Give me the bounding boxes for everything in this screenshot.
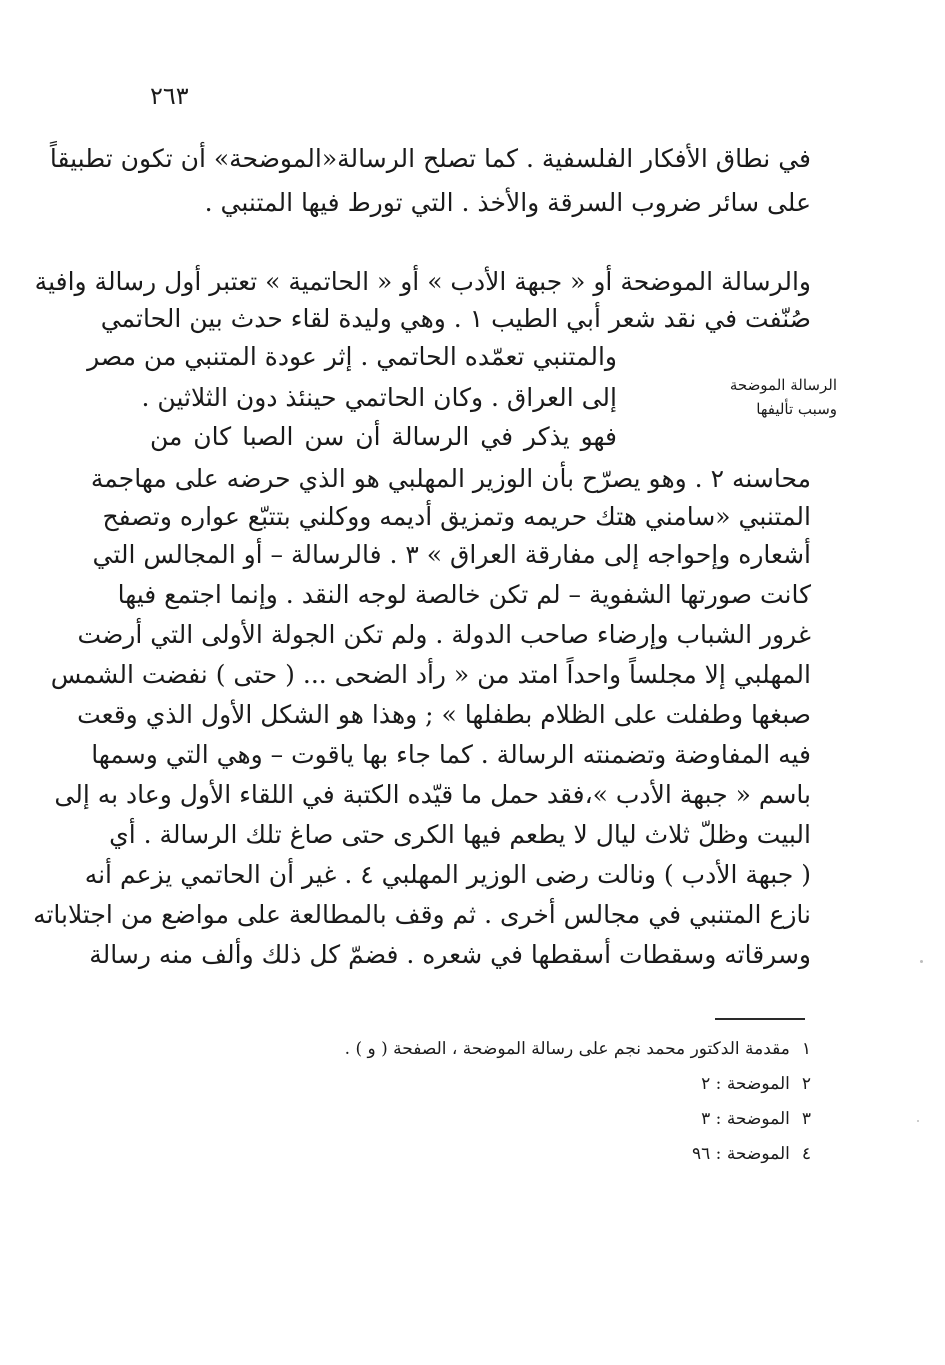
text-line: كانت صورتها الشفوية – لم تكن خالصة لوجه النقد . وإنما اجتمع فيها xyxy=(117,580,811,609)
text-line: غرور الشباب وإرضاء صاحب الدولة . ولم تكن الجولة الأولى التي أرضت xyxy=(77,620,811,649)
scan-speck xyxy=(920,960,923,963)
footnote-text: الموضحة : ٢ xyxy=(701,1074,790,1094)
footnote-text: الموضحة : ٣ xyxy=(701,1109,790,1129)
text-line: المتنبي «سامني هتك حريمه وتمزيق أديمه ووكلني بتتبّع عواره وتصفح xyxy=(102,502,811,531)
footnote xyxy=(701,1106,811,1132)
text-line: في نطاق الأفكار الفلسفية . كما تصلح الرسالة«الموضحة» أن تكون تطبيقاً xyxy=(49,144,811,173)
footnote-number: ٢ xyxy=(801,1074,811,1094)
text-line: صُنّفت في نقد شعر أبي الطيب ١ . وهي وليدة لقاء حدث بين الحاتمي xyxy=(100,304,811,333)
scan-speck xyxy=(917,1120,919,1122)
text-line: البيت وظلّ ثلاث ليال لا يطعم فيها الكرى حتى صاغ تلك الرسالة . أي xyxy=(109,820,811,849)
page-number: ٢٦٣ xyxy=(150,82,189,110)
footnote xyxy=(345,1036,811,1062)
footnote xyxy=(701,1071,811,1097)
text-line-indented: فهو يذكر في الرسالة أن سن الصبا كان من xyxy=(150,422,617,451)
text-line: ( جبهة الأدب ) ونالت رضى الوزير المهلبي ٤ . غير أن الحاتمي يزعم أنه xyxy=(84,860,811,889)
text-line: نازع المتنبي في مجالس أخرى . ثم وقف بالمطالعة على مواضع من اجتلاباته xyxy=(33,900,811,929)
margin-note xyxy=(707,373,837,421)
footnote-number: ٣ xyxy=(801,1109,811,1129)
text-line: وسرقاته وسقطات أسقطها في شعره . فضمّ كل ذلك وألف منه رسالة xyxy=(89,940,811,969)
footnote xyxy=(692,1141,811,1167)
text-line: المهلبي إلا مجلساً واحداً امتد من « رأد الضحى ... ( حتى ) نفضت الشمس xyxy=(50,660,811,689)
text-line: والرسالة الموضحة أو « جبهة الأدب » أو « الحاتمية » تعتبر أول رسالة وافية xyxy=(34,267,811,296)
text-line-indented: إلى العراق . وكان الحاتمي حينئذ دون الثلاثين . xyxy=(141,383,617,412)
footnote-divider xyxy=(715,1018,805,1020)
margin-note-line: وسبب تأليفها xyxy=(756,400,837,418)
text-line-indented: والمتنبي تعمّده الحاتمي . إثر عودة المتنبي من مصر xyxy=(87,342,617,371)
text-line: فيه المفاوضة وتضمنته الرسالة . كما جاء بها ياقوت – وهي التي وسمها xyxy=(91,740,811,769)
footnote-text: مقدمة الدكتور محمد نجم على رسالة الموضحة ، الصفحة ( و ) . xyxy=(344,1039,790,1059)
text-line: باسم « جبهة الأدب »،فقد حمل ما قيّده الكتبة في اللقاء الأول وعاد به إلى xyxy=(54,780,811,809)
text-line: على سائر ضروب السرقة والأخذ . التي تورط فيها المتنبي . xyxy=(204,188,811,217)
footnote-number: ٤ xyxy=(801,1144,811,1164)
footnote-number: ١ xyxy=(801,1039,811,1059)
text-line: أشعاره وإحواجه إلى مفارقة العراق » ٣ . فالرسالة – أو المجالس التي xyxy=(92,540,811,569)
footnote-text: الموضحة : ٩٦ xyxy=(692,1144,790,1164)
text-line: صبغها وطفلت على الظلام بطفلها » ; وهذا هو الشكل الأول الذي وقعت xyxy=(77,700,811,729)
margin-note-line: الرسالة الموضحة xyxy=(729,376,837,394)
text-line: محاسنه ٢ . وهو يصرّح بأن الوزير المهلبي هو الذي حرضه على مهاجمة xyxy=(90,464,811,493)
